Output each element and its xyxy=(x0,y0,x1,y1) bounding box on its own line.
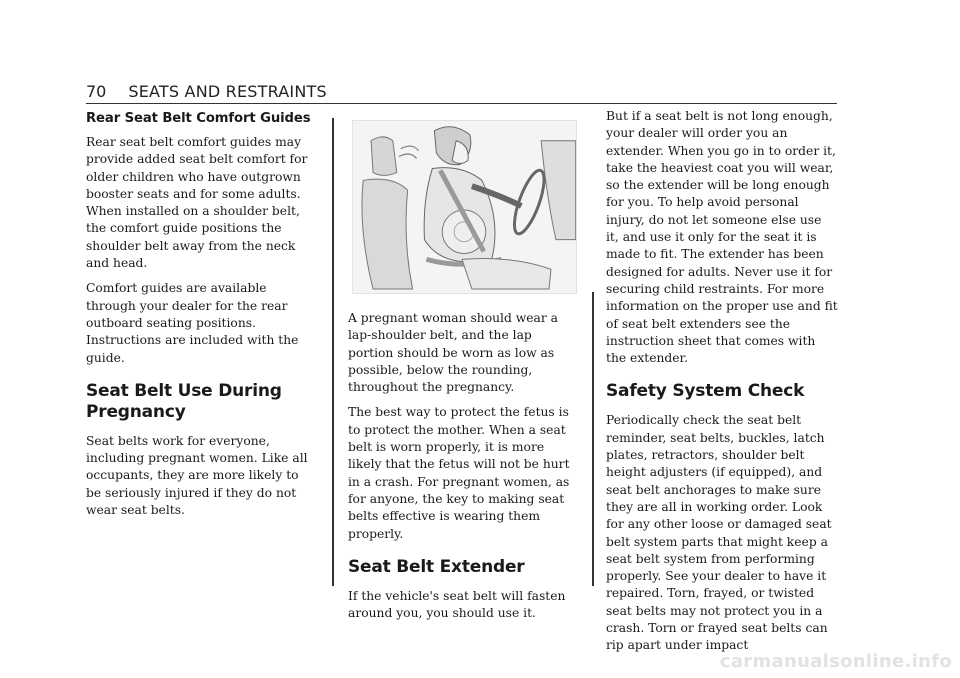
paragraph: A pregnant woman should wear a lap-shoulder belt, and the lap portion should be worn as low as possible, below the rounding, throughout the pregnancy. xyxy=(348,311,558,395)
paragraph: Periodically check the seat belt reminder, seat belts, buckles, latch plates, retractors, shoulder belt height adjusters (if equipped), and seat belt anchorages to make sure they are all in working order. Look for any other loose or damaged seat belt system parts that might keep a seat belt system from performing properly. See your dealer to have it repaired. Torn, frayed, or twisted seat belts may not protect you in a crash. Torn or frayed seat belts can rip apart under impact xyxy=(606,413,832,653)
illustration-svg xyxy=(353,121,576,293)
watermark: carmanualsonline.info xyxy=(719,651,952,672)
column-2 xyxy=(348,108,576,630)
page-number: 70 xyxy=(86,82,107,101)
column-3 xyxy=(606,108,838,663)
paragraph: Rear seat belt comfort guides may provide added seat belt comfort for older children who have outgrown booster seats and for some adults. When installed on a shoulder belt, the comfort guide positions the shoulder belt away from the neck and head. xyxy=(86,135,308,271)
heading-pregnancy: Seat Belt Use During Pregnancy xyxy=(86,380,282,422)
column-1 xyxy=(86,108,316,527)
heading-extender: Seat Belt Extender xyxy=(348,556,525,577)
paragraph: If the vehicle's seat belt will fasten around you, you should use it. xyxy=(348,588,566,621)
paragraph: But if a seat belt is not long enough, your dealer will order you an extender. When you go in to order it, take the heaviest coat you will wear, so the extender will be long enough for you. To help avoid personal injury, do not let someone else use it, and use it only for the seat it is made to fit. The extender has been designed for adults. Never use it for securing child restraints. For more information on the proper use and fit of seat belt extenders see the instruction sheet that comes with the extender. xyxy=(606,109,838,366)
heading-safety-check: Safety System Check xyxy=(606,381,805,402)
paragraph: Comfort guides are available through your dealer for the rear outboard seating positions. Instructions are included with the guide. xyxy=(86,281,299,365)
column-divider-2 xyxy=(592,292,594,586)
section-title: SEATS AND RESTRAINTS xyxy=(128,82,327,101)
pregnant-woman-seatbelt-illustration xyxy=(352,120,577,294)
column-divider-1 xyxy=(332,118,334,586)
paragraph: The best way to protect the fetus is to protect the mother. When a seat belt is worn properly, it is more likely that the fetus will not be hurt in a crash. For pregnant women, as for anyone, the key to making seat belts effective is wearing them properly. xyxy=(348,405,570,541)
heading-comfort-guides: Rear Seat Belt Comfort Guides xyxy=(86,111,311,126)
page-header xyxy=(86,82,837,104)
paragraph: Seat belts work for everyone, including pregnant women. Like all occupants, they are more likely to be seriously injured if they do not wear seat belts. xyxy=(86,433,308,518)
